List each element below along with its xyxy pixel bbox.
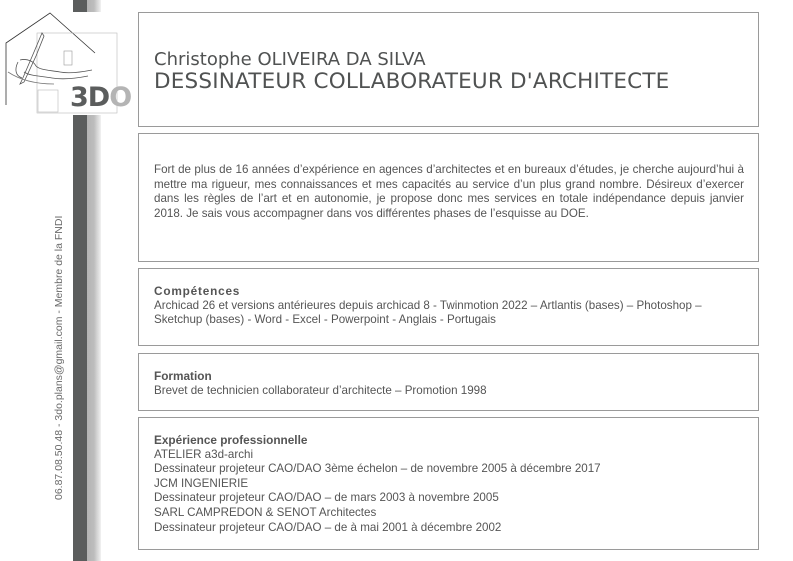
intro-section [138,133,759,262]
header-section [138,12,759,127]
experience-company: SARL CAMPREDON & SENOT Architectes [154,505,377,519]
first-name: Christophe [154,49,252,70]
job-title: DESSINATEUR COLLABORATEUR D'ARCHITECTE [154,69,670,94]
experience-role: Dessinateur projeteur CAO/DAO 3ème échelon – de novembre 2005 à décembre 2017 [154,462,601,476]
logo-text-main: 3D [70,82,110,113]
logo-text [70,84,131,111]
logo-text-accent: O [109,82,132,113]
last-name: OLIVEIRA DA SILVA [257,49,426,70]
experience-company: JCM INGENIERIE [154,476,249,490]
skills-section [138,268,759,346]
experience-company: ATELIER a3d-archi [154,447,254,461]
skills-text: Archicad 26 et versions antérieures depuis archicad 8 - Twinmotion 2022 – Artlantis (bases) – Photoshop – Sketchup (bases) - Word - Excel - Powerpoint - Anglais - Portugais [154,298,702,327]
experience-role: Dessinateur projeteur CAO/DAO – de à mai 2001 à décembre 2002 [154,520,502,534]
intro-text: Fort de plus de 16 années d’expérience en agences d’architectes et en bureaux d’études, je cherche aujourd’hui à mettre ma rigueur, mes connaissances et mes capacités au service d’un plus grand nombre. Désireux d’exercer dans les règles de l’art et en autonomie, je propose donc mes services en totale indépendance depuis janvier 2018. Je sais vous accompagner dans vos différentes phases de l’esquisse au DOE. [154,163,744,220]
experience-title: Expérience professionnelle [154,433,308,447]
person-name [154,49,426,70]
formation-text: Brevet de technicien collaborateur d’architecte – Promotion 1998 [154,383,487,397]
experience-role: Dessinateur projeteur CAO/DAO – de mars 2003 à novembre 2005 [154,491,499,505]
formation-section [138,353,759,411]
contact-info-vertical: 06.87.08.50.48 - 3do.plans@gmail.com - Membre de la FNDI [53,215,65,500]
sidebar-bar-light [87,115,101,561]
company-logo [0,0,140,118]
sidebar-bar-dark [73,115,87,561]
skills-title: Compétences [154,284,241,298]
formation-title: Formation [154,369,212,383]
experience-section [138,417,759,550]
